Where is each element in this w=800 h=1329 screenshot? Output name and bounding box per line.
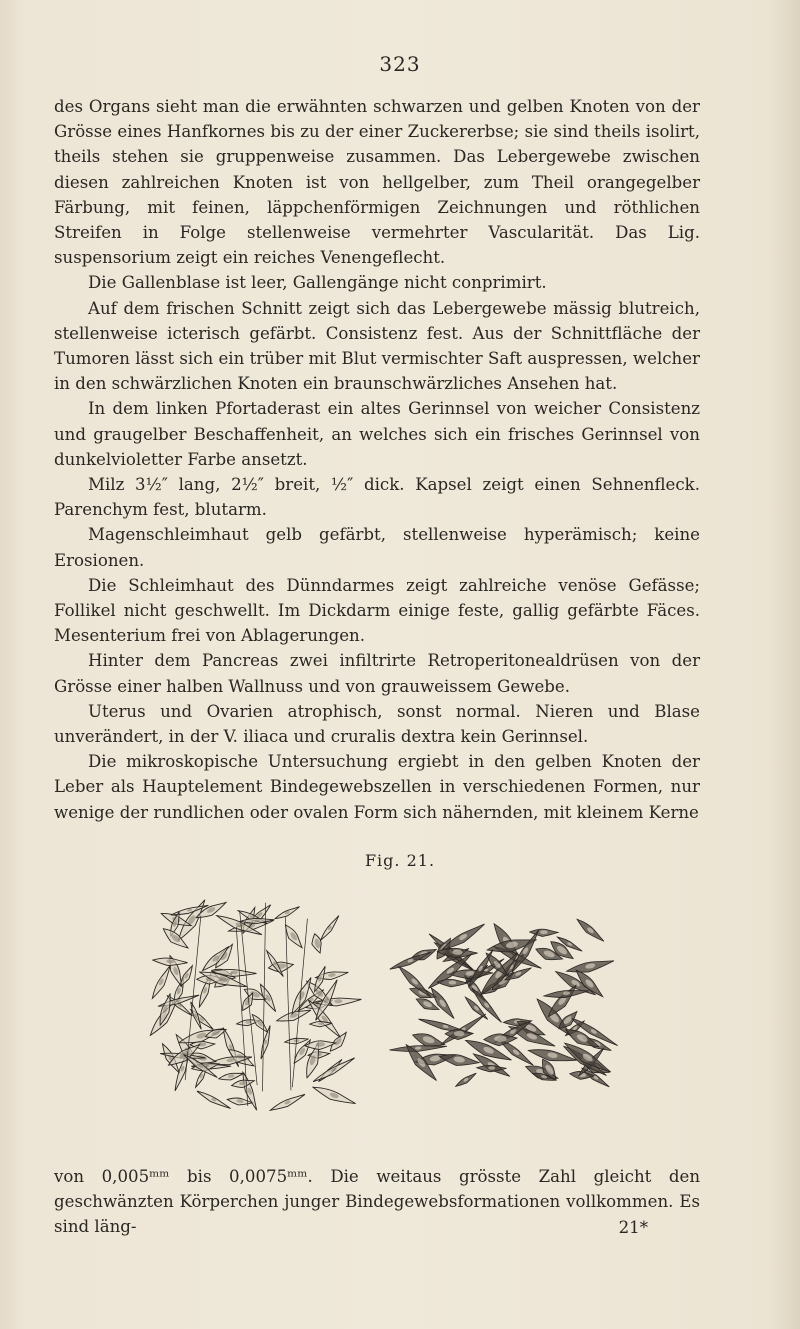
paragraph: Auf dem frischen Schnitt zeigt sich das Lebergewebe mässig blutreich, stellenweise icterisch gefärbt. Consistenz fest. Aus der Schnittfläche der Tumoren lässt sich ein trüber mit Blut vermischter Saft auspressen, welcher in den schwärzlichen Knoten ein braunschwärzliches Ansehen hat. — [54, 298, 700, 394]
paragraph: In dem linken Pfortaderast ein altes Gerinnsel von weicher Consistenz und graugelber Beschaffenheit, an welches sich ein frisches Gerinnsel von dunkelvioletter Farbe ansetzt. — [54, 399, 700, 469]
signature-mark: 21* — [618, 1218, 648, 1237]
spindle-cells-outline-panel — [147, 898, 361, 1114]
paragraph: Die Schleimhaut des Dünndarmes zeigt zahlreiche venöse Gefässe; Follikel nicht geschwellt. Im Dickdarm einige feste, gallig gefärbte Fäces. Mesenterium frei von Ablagerungen. — [54, 575, 700, 646]
paragraph: von 0,005ᵐᵐ bis 0,0075ᵐᵐ. Die weitaus grösste Zahl gleicht den geschwänzten Körperchen junger Bindegewebsformationen vollkommen. Es sind läng- — [54, 1167, 700, 1237]
paragraph: Uterus und Ovarien atrophisch, sonst normal. Nieren und Blase unverändert, in der V. iliaca und cruralis dextra kein Gerinnsel. — [54, 701, 700, 747]
spindle-cells-dark-panel — [389, 917, 619, 1090]
body-text-top — [54, 94, 700, 825]
paragraph: Milz 3½″ lang, 2½″ breit, ½″ dick. Kapsel zeigt einen Sehnenfleck. Parenchym fest, blutarm. — [54, 475, 700, 520]
paragraph: Hinter dem Pancreas zwei infiltrirte Retroperitonealdrüsen von der Grösse einer halben Wallnuss und von grauweissem Gewebe. — [54, 651, 700, 696]
figure-caption: Fig. 21. — [364, 851, 436, 870]
paragraph: des Organs sieht man die erwähnten schwarzen und gelben Knoten von der Grösse eines Hanfkornes bis zu der einer Zuckererbse; sie sind theils isolirt, theils stehen sie gruppenweise zusammen. Das Lebergewebe zwischen diesen zahlreichen Knoten ist von hellgelber, zum Theil orangegelber Färbung, mit feinen, läppchenförmigen Zeichnungen und röthlichen Streifen in Folge stellenweise vermehrter Vascularität. Das Lig. suspensorium zeigt ein reiches Venengeflecht. — [54, 97, 700, 268]
page-number: 323 — [379, 52, 421, 76]
paragraph: Die Gallenblase ist leer, Gallengänge nicht conprimirt. — [88, 273, 547, 293]
figure-21-illustration — [0, 890, 800, 1130]
paragraph: Magenschleimhaut gelb gefärbt, stellenweise hyperämisch; keine Erosionen. — [54, 525, 700, 570]
paragraph: Die mikroskopische Untersuchung ergiebt in den gelben Knoten der Leber als Hauptelement Bindegewebszellen in verschiedenen Formen, nur wenige der rundlichen oder ovalen Form sich nähernden, mit kleinem Kerne — [54, 752, 700, 822]
